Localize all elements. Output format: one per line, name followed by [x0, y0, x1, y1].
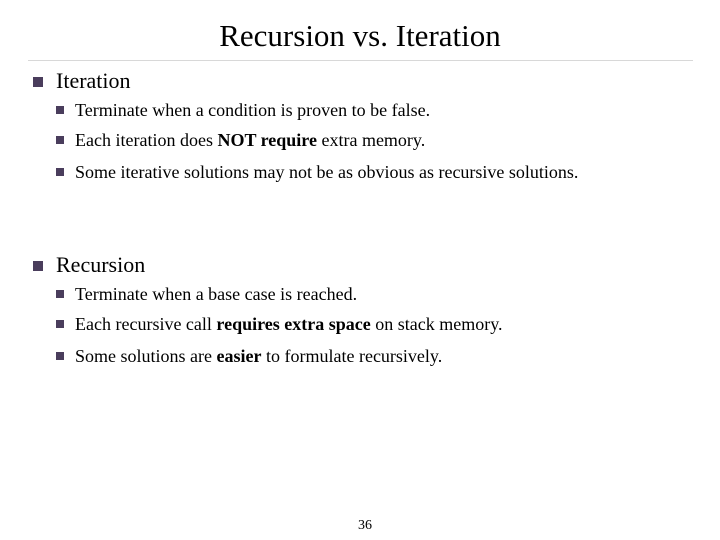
section-heading: Recursion: [56, 252, 146, 277]
square-bullet-icon: [33, 261, 43, 271]
square-bullet-icon: [56, 106, 64, 114]
text-run: extra memory.: [316, 130, 426, 150]
section-heading: Iteration: [56, 68, 131, 93]
text-run: Some iterative solutions may not be as obvious as recursive solutions.: [75, 162, 579, 182]
list-item: [0, 126, 720, 154]
list-item-text: [75, 342, 442, 370]
list-item-text: [75, 310, 503, 338]
list-item-text: [75, 126, 425, 154]
text-run: to formulate recursively.: [261, 346, 443, 366]
square-bullet-icon: [33, 77, 43, 87]
list-item: [0, 310, 720, 338]
text-run: on stack memory.: [370, 314, 503, 334]
square-bullet-icon: [56, 290, 64, 298]
square-bullet-icon: [56, 168, 64, 176]
text-run: Terminate when a base case is reached.: [75, 284, 358, 304]
list-item: [0, 158, 720, 186]
text-run: Each iteration does: [75, 130, 218, 150]
square-bullet-icon: [56, 136, 64, 144]
text-run: Terminate when a condition is proven to be false.: [75, 100, 431, 120]
text-run: Some solutions are: [75, 346, 217, 366]
list-item-text: [75, 96, 430, 124]
list-item: [0, 96, 720, 124]
square-bullet-icon: [56, 320, 64, 328]
emphasis-text: requires extra space: [216, 314, 371, 334]
list-item: [0, 342, 720, 370]
emphasis-text: NOT require: [217, 130, 317, 150]
title-divider: [28, 60, 693, 61]
text-run: Each recursive call: [75, 314, 217, 334]
list-item-text: [75, 280, 357, 308]
emphasis-text: easier: [216, 346, 262, 366]
page-number: 36: [358, 518, 372, 533]
slide-title: Recursion vs. Iteration: [219, 18, 501, 53]
square-bullet-icon: [56, 352, 64, 360]
list-item-text: [75, 158, 578, 186]
list-item: [0, 280, 720, 308]
